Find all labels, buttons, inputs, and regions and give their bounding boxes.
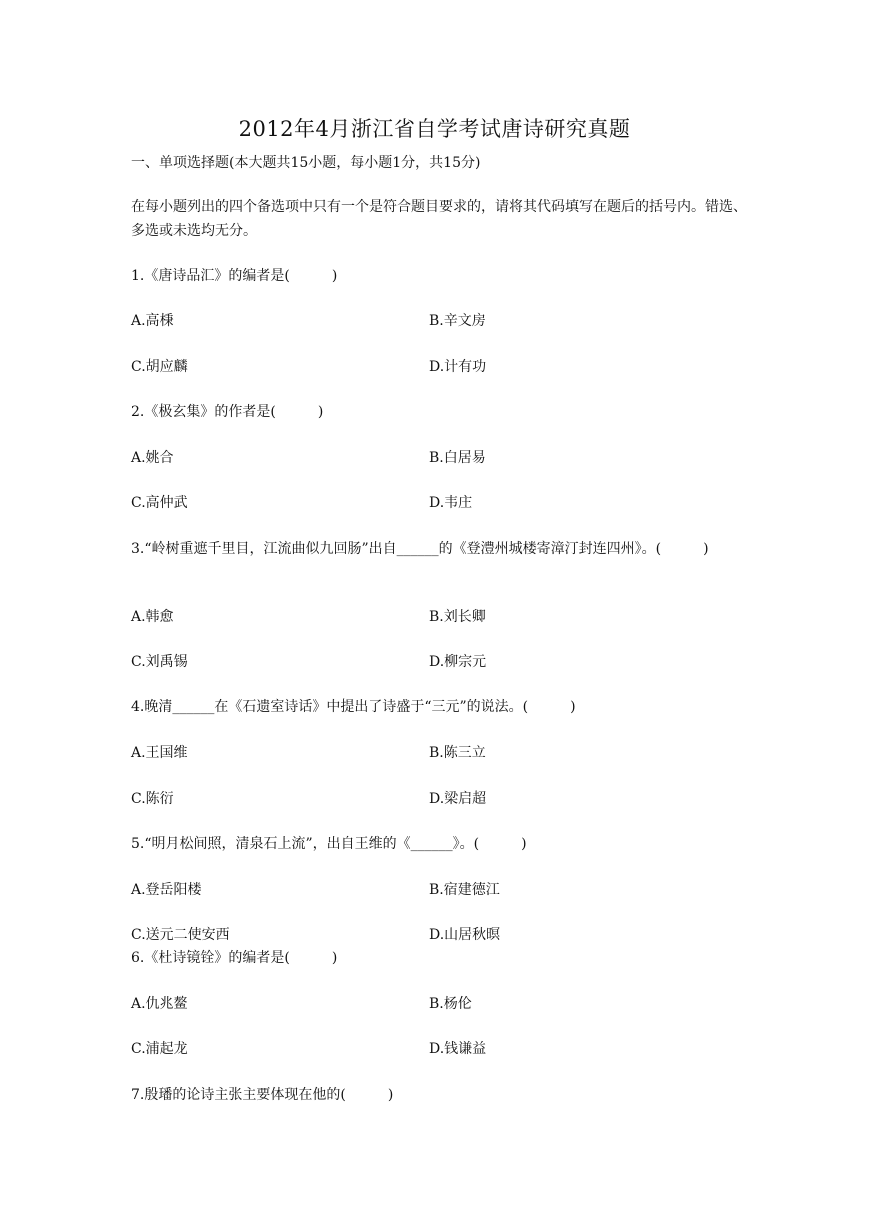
document-title: 2012年4月浙江省自学考试唐诗研究真题 [238, 117, 631, 141]
question-2-stem: 2.《极玄集》的作者是( ) [131, 404, 324, 420]
question-5-option-a: A.登岳阳楼 [131, 882, 202, 898]
question-4-option-b: B.陈三立 [429, 745, 486, 761]
question-3-option-d: D.柳宗元 [429, 654, 487, 670]
question-4-option-a: A.王国维 [131, 745, 188, 761]
question-2-option-b: B.白居易 [429, 450, 486, 466]
question-4-option-c: C.陈衍 [131, 791, 174, 807]
question-6-option-d: D.钱谦益 [429, 1041, 487, 1057]
question-3-option-a: A.韩愈 [131, 609, 174, 625]
question-1-option-c: C.胡应麟 [131, 359, 188, 375]
question-6-option-a: A.仇兆鳌 [131, 996, 188, 1012]
question-2-option-a: A.姚合 [131, 450, 174, 466]
question-3-option-c: C.刘禹锡 [131, 654, 188, 670]
question-3-stem: 3.“岭树重遮千里目，江流曲似九回肠”出自______的《登澧州城楼寄漳汀封连四州》。( ) [131, 541, 709, 557]
question-2-option-c: C.高仲武 [131, 495, 188, 511]
question-3-option-b: B.刘长卿 [429, 609, 486, 625]
question-5-option-b: B.宿建德江 [429, 882, 500, 898]
question-6-option-c: C.浦起龙 [131, 1041, 188, 1057]
question-5-stem: 5.“明月松间照，清泉石上流”，出自王维的《______》。( ) [131, 836, 527, 852]
question-5-option-d: D.山居秋暝 [429, 927, 501, 943]
question-5-option-c: C.送元二使安西 [131, 927, 230, 943]
question-1-option-b: B.辛文房 [429, 313, 486, 329]
question-4-stem: 4.晚清______在《石遗室诗话》中提出了诗盛于“三元”的说法。( ) [131, 699, 576, 715]
instructions: 在每小题列出的四个备选项中只有一个是符合题目要求的，请将其代码填写在题后的括号内。错选、多选或未选均无分。 [131, 199, 747, 239]
question-1-option-d: D.计有功 [429, 359, 487, 375]
question-2-option-d: D.韦庄 [429, 495, 473, 511]
question-6-option-b: B.杨伦 [429, 996, 472, 1012]
question-4-option-d: D.梁启超 [429, 791, 487, 807]
question-1-option-a: A.高棅 [131, 313, 174, 329]
section-heading: 一、单项选择题(本大题共15小题，每小题1分，共15分) [131, 155, 481, 171]
question-6-stem: 6.《杜诗镜铨》的编者是( ) [131, 950, 338, 966]
question-1-stem: 1.《唐诗品汇》的编者是( ) [131, 268, 338, 284]
question-7-stem: 7.殷璠的论诗主张主要体现在他的( ) [131, 1087, 394, 1103]
